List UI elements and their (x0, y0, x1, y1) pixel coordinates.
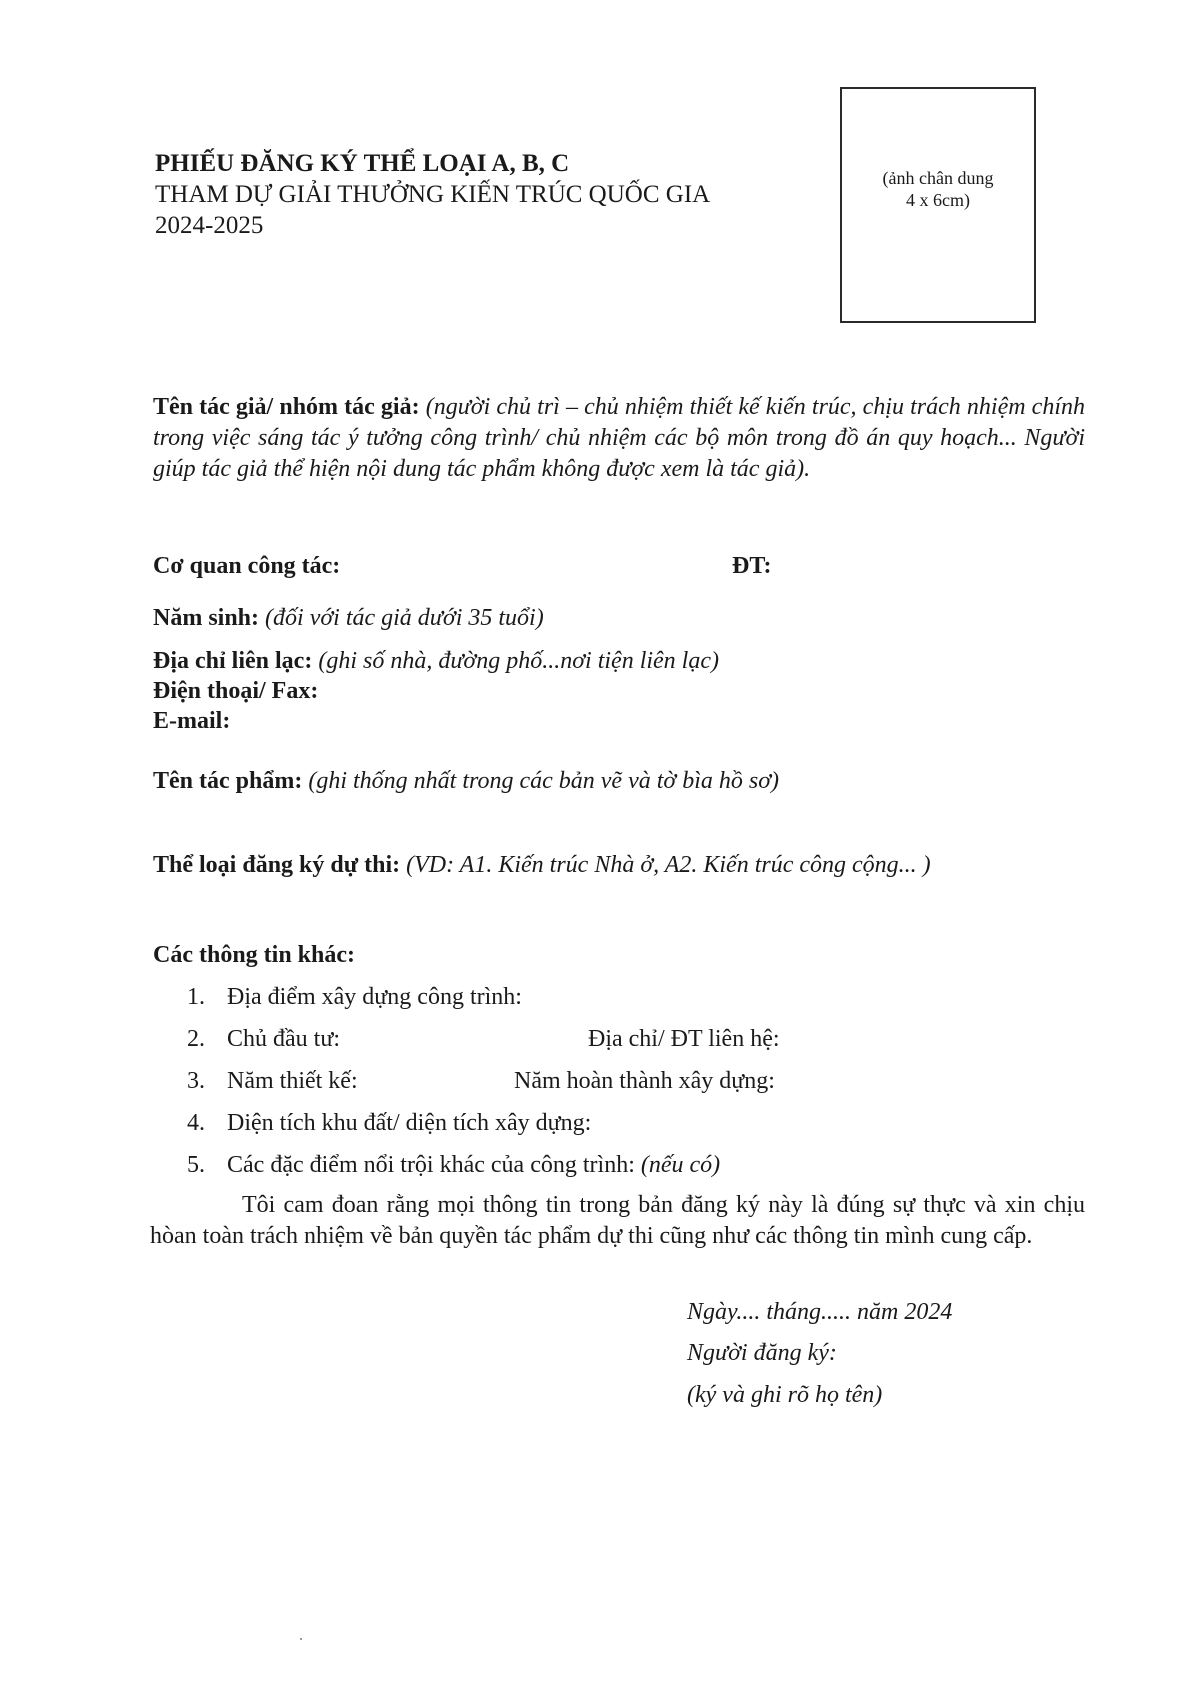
phone-fax-label: Điện thoại/ Fax: (153, 678, 319, 704)
list-item-text: Chủ đầu tư: (227, 1026, 341, 1052)
author-note: (người chủ trì – chủ nhiệm thiết kế kiến trúc, chịu trách nhiệm chính trong việc sáng tác ý tưởng công trình/ chủ nhiệm các bộ môn trong đồ án quy hoạch... Người giúp tác giả thể hiện nội dung tác phẩm không được xem là tác giả). (153, 394, 1085, 482)
title-line-3: 2024-2025 (155, 212, 264, 239)
commitment-paragraph (150, 1190, 1085, 1252)
list-item (187, 1108, 591, 1138)
portrait-photo-box (840, 87, 1036, 323)
list-item-number: 1. (187, 984, 205, 1010)
photo-caption-line-2: 4 x 6cm) (906, 190, 970, 210)
list-item (187, 1066, 358, 1096)
list-item-number: 3. (187, 1068, 205, 1094)
signature-note: (ký và ghi rõ họ tên) (687, 1382, 883, 1408)
email-label: E-mail: (153, 708, 231, 734)
author-label: Tên tác giả/ nhóm tác giả: (153, 394, 420, 420)
list-item-note: (nếu có) (640, 1152, 721, 1178)
title-line-1: PHIẾU ĐĂNG KÝ THỂ LOẠI A, B, C (155, 150, 570, 177)
category-note: (VD: A1. Kiến trúc Nhà ở, A2. Kiến trúc công cộng... ) (406, 852, 931, 878)
birth-year-field (153, 603, 544, 633)
category-label: Thể loại đăng ký dự thi: (153, 852, 401, 878)
list-item-number: 5. (187, 1152, 205, 1178)
photo-caption (842, 167, 1034, 211)
address-field (153, 646, 719, 676)
investor-contact-label: Địa chỉ/ ĐT liên hệ: (588, 1026, 780, 1052)
author-section (153, 392, 1085, 485)
list-item-text: Năm thiết kế: (227, 1068, 358, 1094)
list-item-number: 2. (187, 1026, 205, 1052)
list-item-text: Địa điểm xây dựng công trình: (227, 984, 522, 1010)
commitment-text: Tôi cam đoan rằng mọi thông tin trong bản đăng ký này là đúng sự thực và xin chịu hòan toàn trách nhiệm về bản quyền tác phẩm dự thi cũng như các thông tin mình cung cấp. (150, 1192, 1085, 1249)
scan-speck (300, 1638, 302, 1640)
date-line: Ngày.... tháng..... năm 2024 (687, 1299, 953, 1325)
birth-year-label: Năm sinh: (153, 605, 260, 631)
other-info-heading: Các thông tin khác: (153, 942, 356, 968)
agency-label: Cơ quan công tác: (153, 553, 341, 579)
list-item-text: Diện tích khu đất/ diện tích xây dựng: (227, 1110, 592, 1136)
address-note: (ghi số nhà, đường phố...nơi tiện liên lạc) (318, 648, 719, 674)
list-item-number: 4. (187, 1110, 205, 1136)
address-label: Địa chỉ liên lạc: (153, 648, 313, 674)
list-item (187, 982, 522, 1012)
category-field (153, 850, 931, 880)
form-title (155, 148, 710, 241)
work-title-field (153, 766, 779, 796)
work-title-note: (ghi thống nhất trong các bản vẽ và tờ bìa hồ sơ) (308, 768, 780, 794)
title-line-2: THAM DỰ GIẢI THƯỞNG KIẾN TRÚC QUỐC GIA (155, 181, 711, 208)
completion-year-label: Năm hoàn thành xây dựng: (514, 1068, 775, 1094)
photo-caption-line-1: (ảnh chân dung (882, 168, 994, 188)
list-item (187, 1024, 340, 1054)
list-item-text: Các đặc điểm nổi trội khác của công trình: (227, 1152, 635, 1178)
phone-short-label: ĐT: (732, 553, 772, 579)
registrant-label: Người đăng ký: (687, 1340, 837, 1366)
list-item (187, 1150, 720, 1180)
work-title-label: Tên tác phẩm: (153, 768, 303, 794)
birth-year-note: (đối với tác giả dưới 35 tuổi) (265, 605, 544, 631)
